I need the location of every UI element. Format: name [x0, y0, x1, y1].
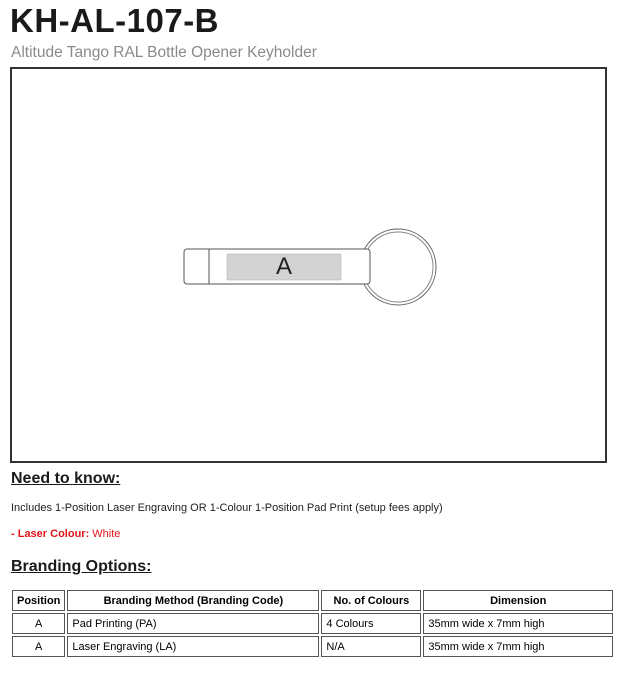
- product-code: KH-AL-107-B: [10, 2, 220, 39]
- product-name: Altitude Tango RAL Bottle Opener Keyholder: [11, 44, 317, 61]
- table-header-row: [12, 590, 613, 611]
- laser-colour-line: [11, 528, 120, 540]
- cell-position: A: [12, 613, 65, 634]
- print-area-label: A: [275, 253, 292, 280]
- cell-method: Pad Printing (PA): [67, 613, 319, 634]
- cell-method: Laser Engraving (LA): [67, 636, 319, 657]
- cell-colours: N/A: [321, 636, 421, 657]
- branding-options-table: [10, 588, 615, 659]
- cell-position: A: [12, 636, 65, 657]
- need-to-know-note: Includes 1-Position Laser Engraving OR 1-Colour 1-Position Pad Print (setup fees apply): [11, 502, 443, 514]
- cell-dimension: 35mm wide x 7mm high: [423, 636, 613, 657]
- table-row: [12, 636, 613, 657]
- laser-colour-label: - Laser Colour:: [11, 528, 90, 540]
- column-header-position: Position: [12, 590, 65, 611]
- key-ring-outer: [360, 229, 436, 305]
- table-row: [12, 613, 613, 634]
- key-ring-inner: [363, 232, 433, 302]
- column-header-colours: No. of Colours: [321, 590, 421, 611]
- column-header-dimension: Dimension: [423, 590, 613, 611]
- laser-colour-value: White: [92, 528, 121, 540]
- need-to-know-heading: Need to know:: [11, 470, 121, 487]
- product-diagram: [10, 67, 607, 463]
- cell-dimension: 35mm wide x 7mm high: [423, 613, 613, 634]
- branding-options-heading: Branding Options:: [11, 558, 152, 575]
- column-header-method: Branding Method (Branding Code): [67, 590, 319, 611]
- cell-colours: 4 Colours: [321, 613, 421, 634]
